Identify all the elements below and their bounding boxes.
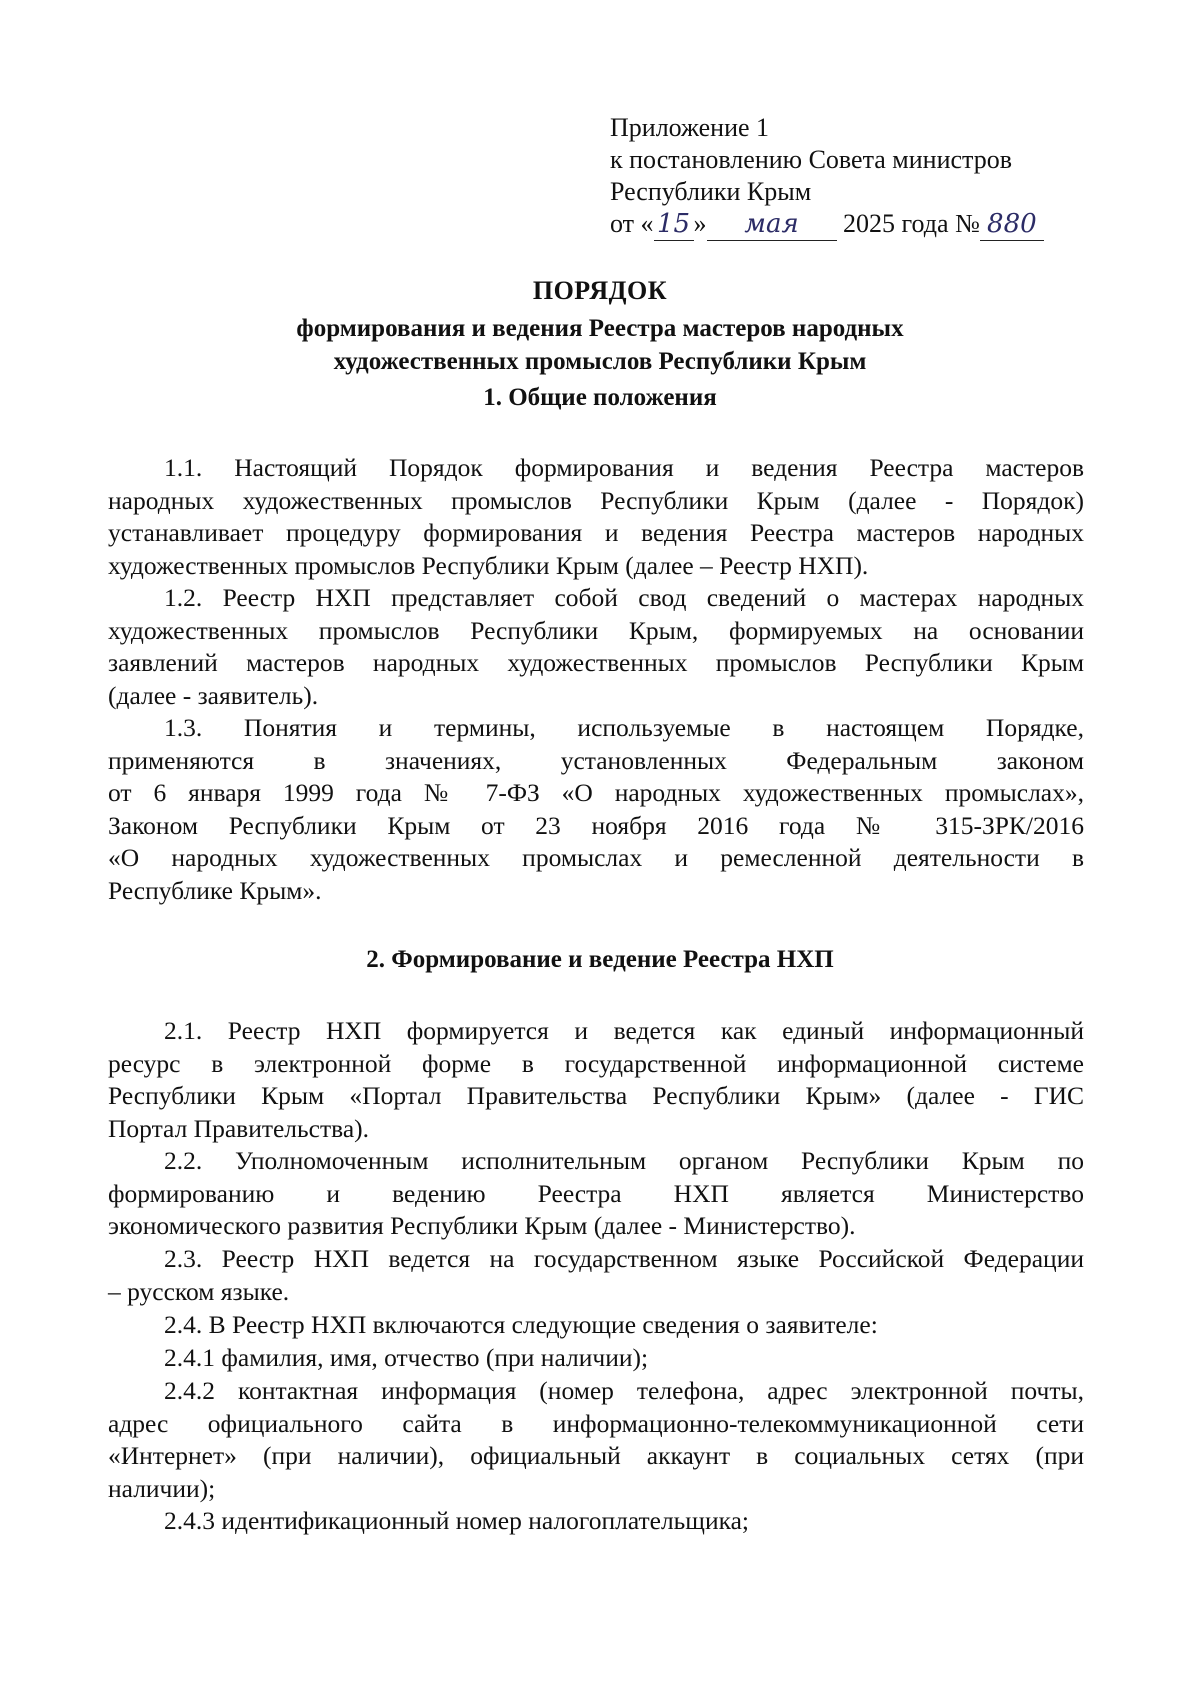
text-line: «Интернет» (при наличии), официальный аккаунт в социальных сетях (при <box>108 1441 1084 1470</box>
paragraph-2-3 <box>108 1243 1084 1308</box>
text-line: – русском языке. <box>108 1276 290 1306</box>
text-line: 2.3. Реестр НХП ведется на государственном языке Российской Федерации <box>164 1244 1084 1273</box>
text-line: адрес официального сайта в информационно-телекоммуникационной сети <box>108 1408 1084 1438</box>
paragraph-1-1 <box>108 452 1084 582</box>
date-prefix: от « <box>610 209 654 238</box>
republic-name: Республики Крым <box>610 177 812 206</box>
resolution-date-line <box>610 208 1130 241</box>
text-line: Законом Республики Крым от 23 ноября 2016 года № 315-ЗРК/2016 <box>108 810 1084 840</box>
text-line: 2.4. В Реестр НХП включаются следующие сведения о заявителе: <box>164 1310 878 1339</box>
paragraph-2-4-2 <box>108 1375 1084 1505</box>
text-line: от 6 января 1999 года № 7-ФЗ «О народных художественных промыслах», <box>108 778 1084 807</box>
section-heading: 1. Общие положения <box>483 384 717 411</box>
text-line: 1.2. Реестр НХП представляет собой свод сведений о мастерах народных <box>164 583 1084 612</box>
text-line: ресурс в электронной форме в государственной информационной системе <box>108 1048 1084 1078</box>
text-line: 1.3. Понятия и термины, используемые в настоящем Порядке, <box>164 713 1084 742</box>
text-line: 2.4.2 контактная информация (номер телефона, адрес электронной почты, <box>164 1376 1084 1405</box>
text-line: 2.4.1 фамилия, имя, отчество (при наличии); <box>164 1343 649 1372</box>
text-line: наличии); <box>108 1473 216 1503</box>
paragraph-2-4 <box>108 1309 1084 1342</box>
handwritten-doc-number: 880 <box>980 208 1044 241</box>
subtitle-line: формирования и ведения Реестра мастеров народных <box>296 315 904 342</box>
text-line: экономического развития Республики Крым (далее - Министерство). <box>108 1211 856 1240</box>
handwritten-day: 15 <box>654 208 694 241</box>
paragraph-2-2 <box>108 1145 1084 1243</box>
text-line: применяются в значениях, установленных Федеральным законом <box>108 745 1084 775</box>
appendix-header <box>610 112 1130 241</box>
paragraph-1-3 <box>108 712 1084 907</box>
text-line: народных художественных промыслов Республики Крым (далее - Порядок) <box>108 485 1084 515</box>
date-close-quote: » <box>693 209 707 238</box>
text-line: 2.4.3 идентификационный номер налогоплательщика; <box>164 1506 749 1535</box>
text-line: Портал Правительства). <box>108 1113 370 1143</box>
text-line: (далее - заявитель). <box>108 680 319 710</box>
paragraph-2-4-3 <box>108 1505 1084 1538</box>
paragraph-2-1 <box>108 1015 1084 1145</box>
document-title: ПОРЯДОК <box>532 276 668 305</box>
text-line: заявлений мастеров народных художественных промыслов Республики Крым <box>108 648 1084 677</box>
paragraph-2-4-1 <box>108 1342 1084 1375</box>
text-line: устанавливает процедуру формирования и ведения Реестра мастеров народных <box>108 518 1084 547</box>
resolution-reference: к постановлению Совета министров <box>610 145 1012 174</box>
text-line: Республике Крым». <box>108 875 322 905</box>
text-line: художественных промыслов Республики Крым (далее – Реестр НХП). <box>108 550 869 580</box>
text-line: 1.1. Настоящий Порядок формирования и ведения Реестра мастеров <box>164 453 1084 482</box>
document-subtitle <box>0 312 1200 378</box>
text-line: Республики Крым «Портал Правительства Республики Крым» (далее - ГИС <box>108 1081 1084 1110</box>
paragraph-1-2 <box>108 582 1084 712</box>
text-line: «О народных художественных промыслах и ремесленной деятельности в <box>108 843 1084 872</box>
appendix-label: Приложение 1 <box>610 113 770 142</box>
section-heading: 2. Формирование и ведение Реестра НХП <box>366 946 834 973</box>
text-line: формированию и ведению Реестра НХП является Министерство <box>108 1178 1084 1208</box>
subtitle-line: художественных промыслов Республики Крым <box>333 348 867 375</box>
date-year-text: 2025 года № <box>843 209 980 238</box>
handwritten-month: мая <box>707 208 837 241</box>
text-line: 2.2. Уполномоченным исполнительным органом Республики Крым по <box>164 1146 1084 1175</box>
text-line: художественных промыслов Республики Крым, формируемых на основании <box>108 615 1084 645</box>
text-line: 2.1. Реестр НХП формируется и ведется как единый информационный <box>164 1016 1084 1045</box>
